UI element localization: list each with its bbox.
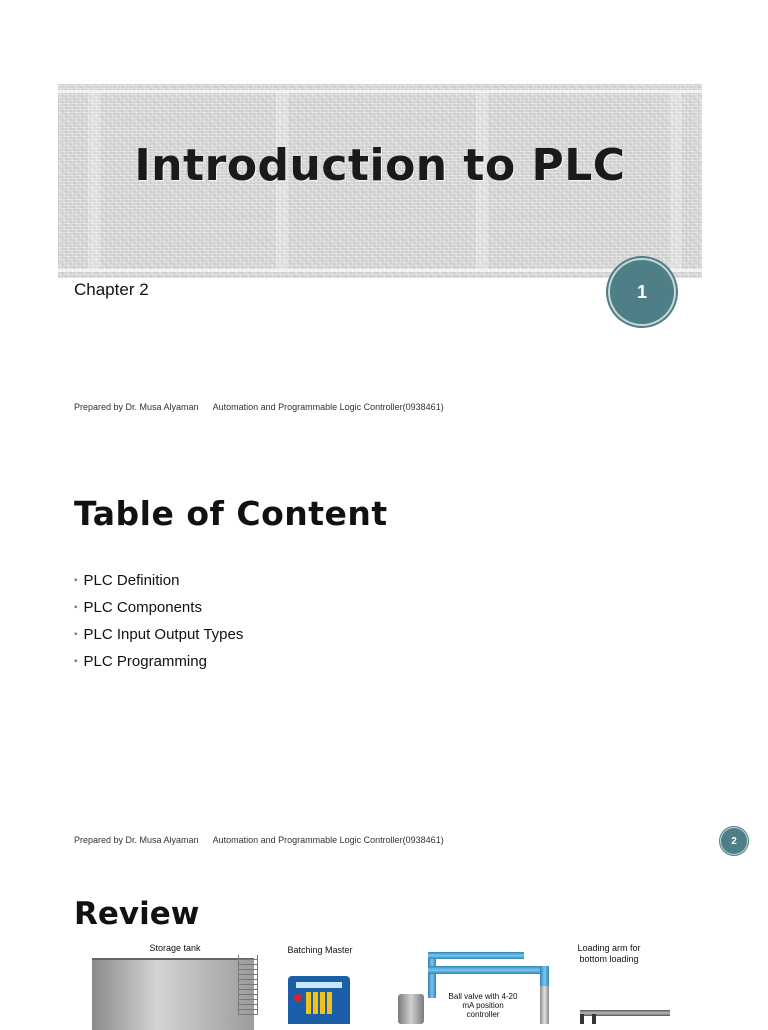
toc-item bbox=[74, 594, 243, 621]
loading-arm-image bbox=[592, 1014, 596, 1024]
footer-author: Prepared by Dr. Musa Alyaman bbox=[74, 835, 199, 845]
storage-tank-label: Storage tank bbox=[149, 943, 201, 953]
pipe-horizontal bbox=[428, 966, 546, 974]
footer-course: Automation and Programmable Logic Controller(0938461) bbox=[212, 835, 444, 845]
toc-title: Table of Content bbox=[74, 494, 388, 533]
toc-item-label: PLC Programming bbox=[83, 653, 207, 670]
pipe-vertical bbox=[428, 954, 436, 998]
toc-list bbox=[74, 567, 243, 675]
loading-arm-image bbox=[580, 1014, 584, 1024]
footer-course: Automation and Programmable Logic Controller(0938461) bbox=[212, 402, 444, 412]
slide-number-badge: 2 bbox=[721, 828, 747, 854]
batch-keypad bbox=[306, 992, 334, 1014]
batching-master-image bbox=[288, 976, 350, 1024]
slide-subtitle: Chapter 2 bbox=[74, 280, 149, 299]
toc-item bbox=[74, 648, 243, 675]
square-bullet-icon: ▪ bbox=[74, 575, 78, 586]
square-bullet-icon: ▪ bbox=[74, 629, 78, 640]
square-bullet-icon: ▪ bbox=[74, 602, 78, 613]
batching-master-label: Batching Master bbox=[287, 945, 353, 955]
pipe-horizontal bbox=[428, 952, 524, 959]
toc-item bbox=[74, 567, 243, 594]
slide-title: Introduction to PLC bbox=[134, 140, 626, 191]
toc-item-label: PLC Definition bbox=[83, 572, 180, 589]
review-title: Review bbox=[74, 896, 200, 932]
square-bullet-icon: ▪ bbox=[74, 656, 78, 667]
band-bottom-stripe bbox=[58, 269, 702, 272]
tank-ladder-image bbox=[238, 955, 258, 1015]
storage-tank-image bbox=[92, 958, 254, 1030]
ball-valve-label: Ball valve with 4-20 mA position controller bbox=[448, 992, 518, 1019]
toc-item bbox=[74, 621, 243, 648]
slide-number-badge: 1 bbox=[610, 260, 674, 324]
footer-author: Prepared by Dr. Musa Alyaman bbox=[74, 402, 199, 412]
title-band bbox=[58, 84, 702, 278]
slide-footer bbox=[74, 402, 444, 412]
toc-item-label: PLC Input Output Types bbox=[83, 626, 244, 643]
ball-valve-image bbox=[398, 994, 424, 1024]
pipe-vertical bbox=[540, 986, 549, 1024]
loading-arm-label: Loading arm for bottom loading bbox=[577, 943, 641, 964]
toc-item-label: PLC Components bbox=[83, 599, 202, 616]
slide-1 bbox=[0, 0, 768, 440]
band-top-stripe bbox=[58, 90, 702, 93]
slide-footer bbox=[74, 835, 444, 845]
pipe-vertical bbox=[540, 966, 549, 986]
batch-display bbox=[296, 982, 342, 988]
batch-stop-button-image bbox=[294, 994, 302, 1002]
